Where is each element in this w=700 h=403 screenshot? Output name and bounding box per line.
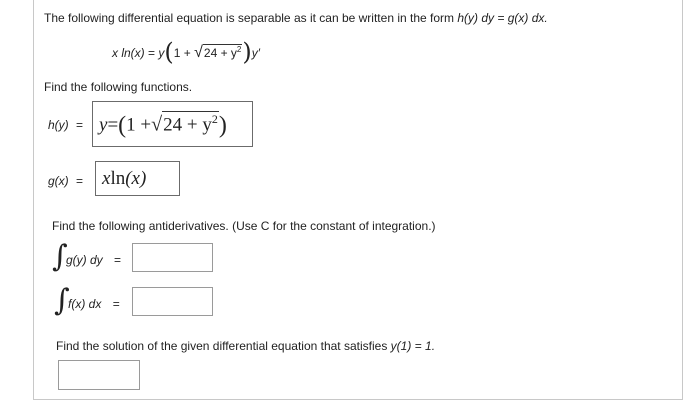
find-functions-label: Find the following functions. (44, 80, 193, 94)
int-g-input[interactable] (132, 243, 213, 272)
g-equals: = (76, 174, 84, 188)
h-answer-radical-icon: √ (151, 113, 163, 136)
equation-lhs: x ln(x) (112, 46, 145, 60)
g-label-row (48, 174, 83, 188)
equation-yprime: y′ (251, 46, 260, 60)
equation-equals: = (148, 46, 156, 60)
integral-sign-icon: ∫ (54, 283, 70, 318)
h-answer-open-paren: ( (118, 112, 127, 139)
int-f-row (68, 297, 120, 311)
h-answer-box[interactable] (92, 101, 253, 147)
equation-open-paren: ( (164, 38, 174, 66)
h-answer (99, 111, 227, 139)
h-answer-y: y (99, 114, 108, 136)
equation-y: y (158, 46, 165, 60)
int-g-row (66, 253, 121, 267)
differential-equation (112, 38, 260, 66)
solution-label: Find the solution of the given differential equation that satisfies (56, 339, 388, 353)
g-answer (102, 168, 146, 190)
g-answer-box[interactable] (95, 161, 180, 196)
integral-sign-icon: ∫ (52, 239, 68, 274)
equation-close-paren: ) (242, 38, 252, 66)
h-answer-one-plus: 1 + (126, 114, 152, 136)
intro-text: The following differential equation is separable as it can be written in the form (44, 11, 455, 25)
int-g-equals: = (114, 253, 122, 267)
int-f-input[interactable] (132, 287, 213, 316)
int-f-integrand: f(x) dx (68, 297, 102, 311)
h-equals: = (76, 118, 84, 132)
equation-exponent: 2 (236, 45, 242, 54)
h-answer-radicand-text: 24 + y (163, 114, 212, 136)
h-answer-close-paren: ) (218, 112, 227, 139)
int-g-integrand: g(y) dy (66, 253, 103, 267)
equation-radical-icon: √ (194, 44, 203, 61)
equation-one-plus: 1 + (173, 46, 191, 60)
equation-radicand (203, 44, 242, 60)
separable-form: h(y) dy = g(x) dx. (457, 11, 548, 25)
h-label-row (48, 118, 83, 132)
int-f-equals: = (112, 297, 120, 311)
g-answer-arg: (x) (125, 168, 147, 189)
h-label: h(y) (48, 118, 69, 132)
antiderivatives-text: Find the following antiderivatives. (Use C for the constant of integration.) (52, 219, 436, 233)
antiderivatives-label (52, 219, 436, 233)
g-answer-x: x (102, 168, 111, 189)
h-answer-exponent: 2 (211, 112, 218, 126)
problem-intro (44, 11, 548, 25)
solution-input[interactable] (58, 360, 140, 390)
h-answer-radicand (162, 111, 219, 136)
solution-label-row (56, 339, 435, 353)
h-answer-equals: = (107, 114, 119, 136)
g-label: g(x) (48, 174, 69, 188)
equation-radicand-text: 24 + y (203, 46, 237, 60)
g-answer-ln: ln (110, 168, 126, 189)
solution-condition: y(1) = 1. (390, 339, 436, 353)
